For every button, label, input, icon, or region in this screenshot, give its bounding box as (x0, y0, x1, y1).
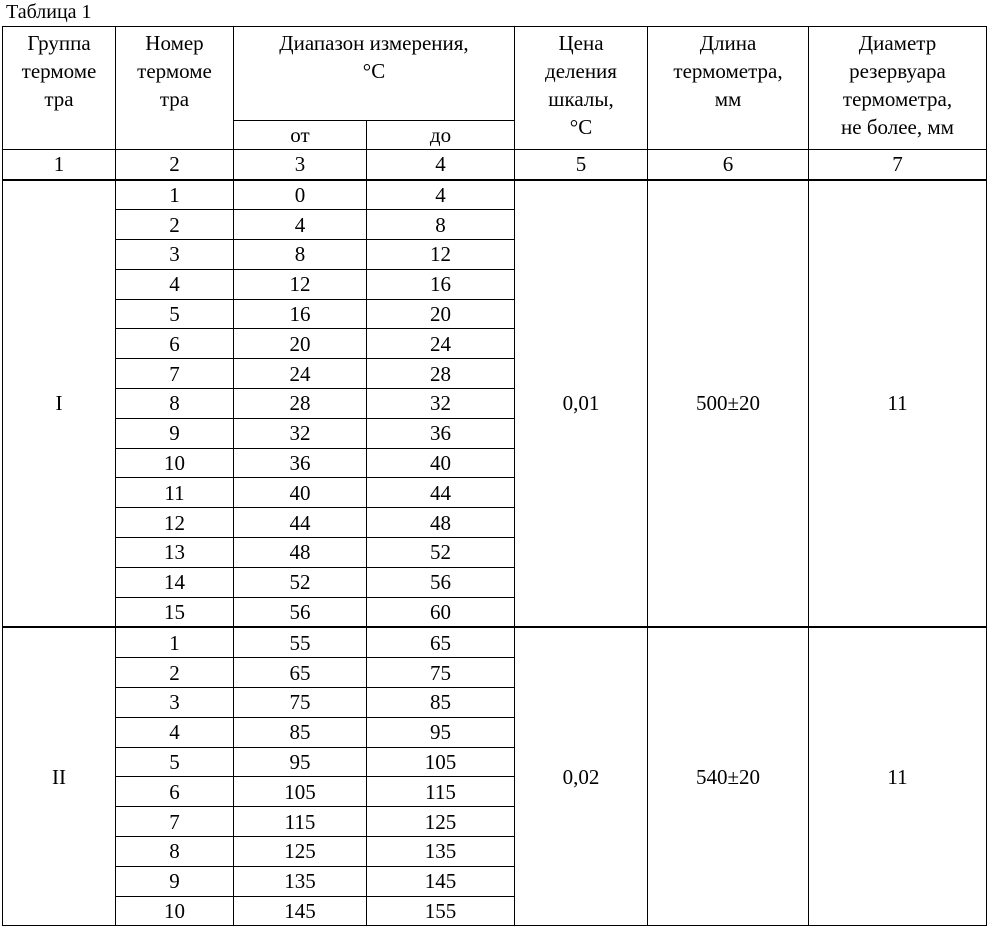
column-number: 5 (515, 150, 648, 180)
range-to-cell: 16 (367, 269, 515, 299)
range-to-cell: 36 (367, 418, 515, 448)
range-from-cell: 16 (234, 299, 367, 329)
thermometer-number-cell: 10 (116, 896, 234, 926)
range-from-cell: 8 (234, 240, 367, 270)
range-to-cell: 155 (367, 896, 515, 926)
thermometer-number-cell: 10 (116, 448, 234, 478)
range-from-cell: 32 (234, 418, 367, 448)
range-from-cell: 65 (234, 658, 367, 688)
column-number: 4 (367, 150, 515, 180)
range-to-cell: 56 (367, 567, 515, 597)
header-diameter (809, 27, 987, 150)
range-from-cell: 40 (234, 478, 367, 508)
header-group (3, 27, 116, 150)
header-range (234, 27, 515, 121)
range-to-cell: 105 (367, 747, 515, 777)
header-number (116, 27, 234, 150)
header-length-label: Длина термометра, мм (673, 31, 783, 111)
range-to-cell: 20 (367, 299, 515, 329)
table-row (3, 180, 987, 210)
thermometer-number-cell: 2 (116, 210, 234, 240)
thermometer-number-cell: 6 (116, 777, 234, 807)
range-from-cell: 28 (234, 389, 367, 419)
range-to-cell: 85 (367, 688, 515, 718)
range-from-cell: 105 (234, 777, 367, 807)
range-from-cell: 0 (234, 180, 367, 210)
column-number: 1 (3, 150, 116, 180)
thermometer-number-cell: 6 (116, 329, 234, 359)
range-to-cell: 95 (367, 717, 515, 747)
range-to-cell: 24 (367, 329, 515, 359)
range-from-cell: 44 (234, 508, 367, 538)
header-range-to: до (367, 121, 515, 150)
range-from-cell: 55 (234, 627, 367, 657)
header-length (648, 27, 809, 150)
range-to-cell: 125 (367, 807, 515, 837)
range-from-cell: 85 (234, 717, 367, 747)
range-to-cell: 44 (367, 478, 515, 508)
header-diameter-label: Диаметр резервуара термометра, не более, мм (841, 31, 954, 139)
range-to-cell: 40 (367, 448, 515, 478)
range-from-cell: 52 (234, 567, 367, 597)
range-from-cell: 125 (234, 837, 367, 867)
diameter-cell: 11 (809, 627, 987, 925)
thermometer-number-cell: 5 (116, 299, 234, 329)
thermometer-number-cell: 11 (116, 478, 234, 508)
range-from-cell: 145 (234, 896, 367, 926)
range-from-cell: 36 (234, 448, 367, 478)
header-range-label: Диапазон измерения, °С (279, 31, 469, 83)
range-to-cell: 32 (367, 389, 515, 419)
header-number-label: Номер термоме тра (137, 31, 212, 111)
thermometer-number-cell: 9 (116, 866, 234, 896)
range-to-cell: 4 (367, 180, 515, 210)
thermometer-number-cell: 7 (116, 807, 234, 837)
range-to-cell: 48 (367, 508, 515, 538)
thermometer-number-cell: 15 (116, 597, 234, 627)
thermometer-number-cell: 12 (116, 508, 234, 538)
column-number: 3 (234, 150, 367, 180)
division-cell: 0,02 (515, 627, 648, 925)
range-to-cell: 145 (367, 866, 515, 896)
range-to-cell: 8 (367, 210, 515, 240)
group-name-cell: I (3, 180, 116, 628)
length-cell: 540±20 (648, 627, 809, 925)
range-from-cell: 56 (234, 597, 367, 627)
thermometer-number-cell: 5 (116, 747, 234, 777)
thermometer-number-cell: 4 (116, 269, 234, 299)
group-name-cell: II (3, 627, 116, 925)
column-number: 6 (648, 150, 809, 180)
thermometer-number-cell: 2 (116, 658, 234, 688)
thermometer-number-cell: 3 (116, 688, 234, 718)
range-from-cell: 75 (234, 688, 367, 718)
thermometer-number-cell: 3 (116, 240, 234, 270)
range-from-cell: 115 (234, 807, 367, 837)
range-to-cell: 135 (367, 837, 515, 867)
range-from-cell: 20 (234, 329, 367, 359)
thermometer-table (2, 26, 987, 926)
thermometer-number-cell: 13 (116, 538, 234, 568)
length-cell: 500±20 (648, 180, 809, 628)
header-division-label: Цена деления шкалы, °С (545, 31, 617, 139)
header-group-label: Группа термоме тра (21, 31, 97, 111)
range-to-cell: 115 (367, 777, 515, 807)
range-to-cell: 52 (367, 538, 515, 568)
range-from-cell: 24 (234, 359, 367, 389)
range-to-cell: 75 (367, 658, 515, 688)
thermometer-number-cell: 4 (116, 717, 234, 747)
thermometer-number-cell: 7 (116, 359, 234, 389)
range-from-cell: 4 (234, 210, 367, 240)
thermometer-number-cell: 14 (116, 567, 234, 597)
range-to-cell: 28 (367, 359, 515, 389)
column-number: 7 (809, 150, 987, 180)
thermometer-number-cell: 8 (116, 837, 234, 867)
table-row (3, 627, 987, 657)
thermometer-number-cell: 1 (116, 180, 234, 210)
diameter-cell: 11 (809, 180, 987, 628)
range-from-cell: 12 (234, 269, 367, 299)
range-from-cell: 95 (234, 747, 367, 777)
column-number: 2 (116, 150, 234, 180)
range-to-cell: 12 (367, 240, 515, 270)
range-from-cell: 48 (234, 538, 367, 568)
table-caption: Таблица 1 (6, 1, 92, 23)
thermometer-number-cell: 1 (116, 627, 234, 657)
header-division (515, 27, 648, 150)
range-from-cell: 135 (234, 866, 367, 896)
thermometer-number-cell: 9 (116, 418, 234, 448)
range-to-cell: 65 (367, 627, 515, 657)
range-to-cell: 60 (367, 597, 515, 627)
division-cell: 0,01 (515, 180, 648, 628)
header-range-from: от (234, 121, 367, 150)
thermometer-number-cell: 8 (116, 389, 234, 419)
